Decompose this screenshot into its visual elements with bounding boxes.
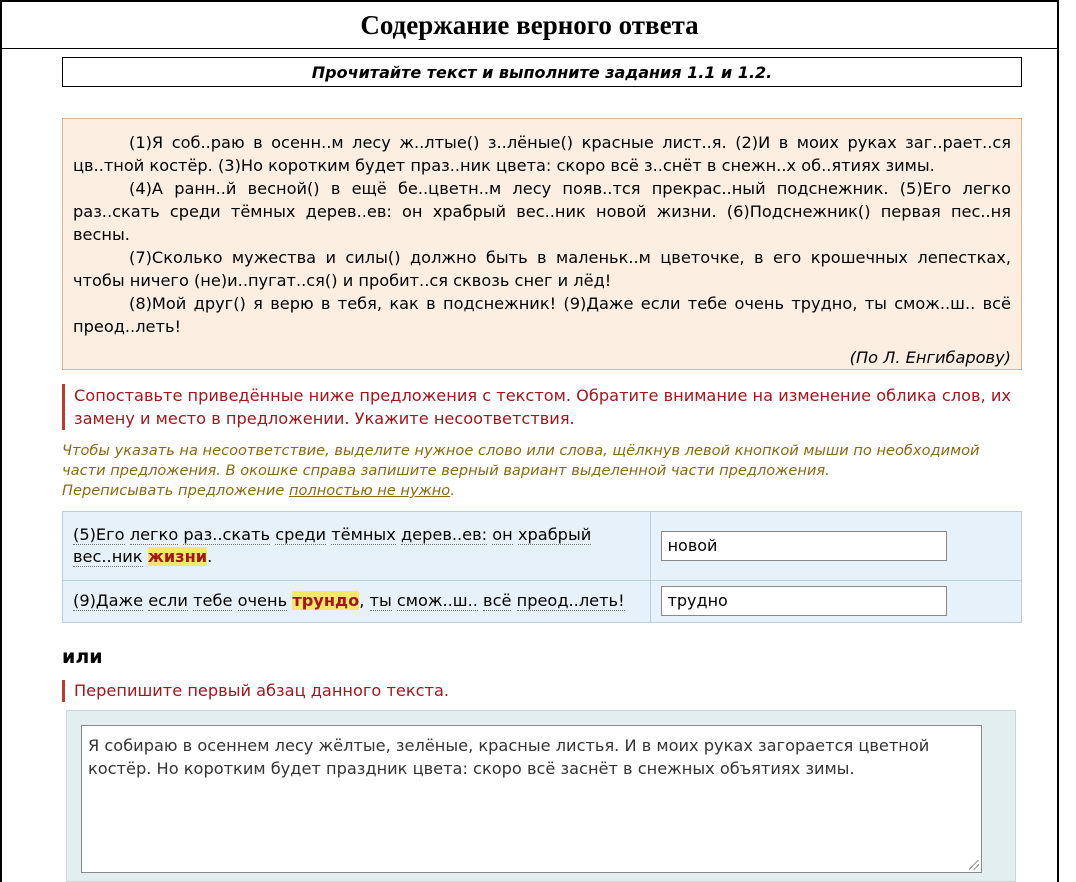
source-author: (По Л. Енгибарову) [849, 348, 1011, 367]
hint-line-2-suffix: . [450, 482, 455, 499]
source-text-panel [62, 118, 1022, 370]
hint-underlined: полностью не нужно [288, 482, 451, 499]
word[interactable]: если [148, 591, 188, 611]
sentence-tail: . [207, 546, 213, 566]
word[interactable]: вес..ник [73, 546, 143, 566]
word[interactable]: (9)Даже [73, 591, 144, 611]
table-row [63, 580, 1022, 622]
word[interactable]: всё [483, 591, 512, 611]
word[interactable]: смож..ш.. [396, 591, 478, 611]
hint-line-1: Чтобы указать на несоответствие, выделите нужное слово или слова, щёлкнув левой кнопкой мыши по необходимой части предложения. В окошке справа запишите верный вариант выделенной части предложения. [62, 442, 980, 479]
rewrite-text: Я собираю в осеннем лесу жёлтые, зелёные, красные листья. И в моих руках загорается цветной костёр. Но коротким будет праздник цвета: скоро всё заснёт в снежных объятиях зимы. [88, 736, 930, 778]
rewrite-panel [66, 710, 1016, 882]
word[interactable]: ты [369, 591, 392, 611]
word[interactable]: тебе [193, 591, 233, 611]
word[interactable]: тёмных [331, 524, 396, 544]
answer-cell [650, 580, 1021, 622]
table-row [63, 512, 1022, 581]
hint-line-2-prefix: Переписывать предложение [62, 482, 289, 499]
highlighted-word[interactable]: жизни [147, 546, 208, 566]
resize-grip-icon[interactable] [969, 860, 979, 870]
word[interactable]: очень [237, 591, 288, 611]
instruction-compare: Сопоставьте приведённые ниже предложения с текстом. Обратите внимание на изменение облика слов, их замену и место в предложении. Укажите несоответствия. [62, 384, 1024, 430]
hint-text [62, 441, 1027, 501]
answer-cell [650, 512, 1021, 581]
word[interactable]: дерев..ев: [400, 524, 488, 544]
word[interactable]: среди [275, 524, 327, 544]
instruction-rewrite: Перепишите первый абзац данного текста. [62, 680, 1024, 702]
answer-input[interactable]: новой [661, 531, 947, 561]
punctuation: , [359, 591, 370, 611]
word[interactable]: легко [129, 524, 179, 544]
source-paragraph: (7)Сколько мужества и силы() должно быть в маленьк..м цветочке, в его крошечных лепестках, чтобы ничего (не)и..пугат..ся() и пробит..ся сквозь снег и лёд! [73, 248, 1011, 290]
answer-input[interactable]: трудно [661, 586, 947, 616]
source-paragraph: (8)Мой друг() я верю в тебя, как в подснежник! (9)Даже если тебе очень трудно, ты смож..ш.. всё преод..леть! [73, 294, 1011, 336]
page-title: Содержание верного ответа [0, 0, 1059, 49]
source-paragraph: (1)Я соб..раю в осенн..м лесу ж..лтые() з..лёные() красные лист..я. (2)И в моих руках заг..рает..ся цв..тной костёр. (3)Но коротким будет праз..ник цвета: скоро всё з..снёт в снежн..х об..ятиях зимы. [73, 133, 1011, 175]
word[interactable]: храбрый [517, 524, 592, 544]
sentence-cell [63, 580, 651, 622]
task-banner: Прочитайте текст и выполните задания 1.1 и 1.2. [62, 57, 1022, 87]
source-paragraph: (4)А ранн..й весной() в ещё бе..цветн..м лесу появ..тся прекрас..ный подснежник. (5)Его легко раз..скать среди тёмных дерев..ев: он храбрый вес..ник новой жизни. (6)Подснежник() первая пес..ня весны. [73, 179, 1011, 244]
match-table [62, 511, 1022, 623]
rewrite-textarea[interactable] [81, 725, 982, 873]
highlighted-word[interactable]: трундо [292, 591, 360, 611]
sentence-cell [63, 512, 651, 581]
word[interactable]: (5)Его [73, 524, 125, 544]
word[interactable]: преод..леть! [516, 591, 625, 611]
or-label: или [62, 646, 103, 668]
word[interactable]: раз..скать [183, 524, 271, 544]
word[interactable]: он [492, 524, 513, 544]
